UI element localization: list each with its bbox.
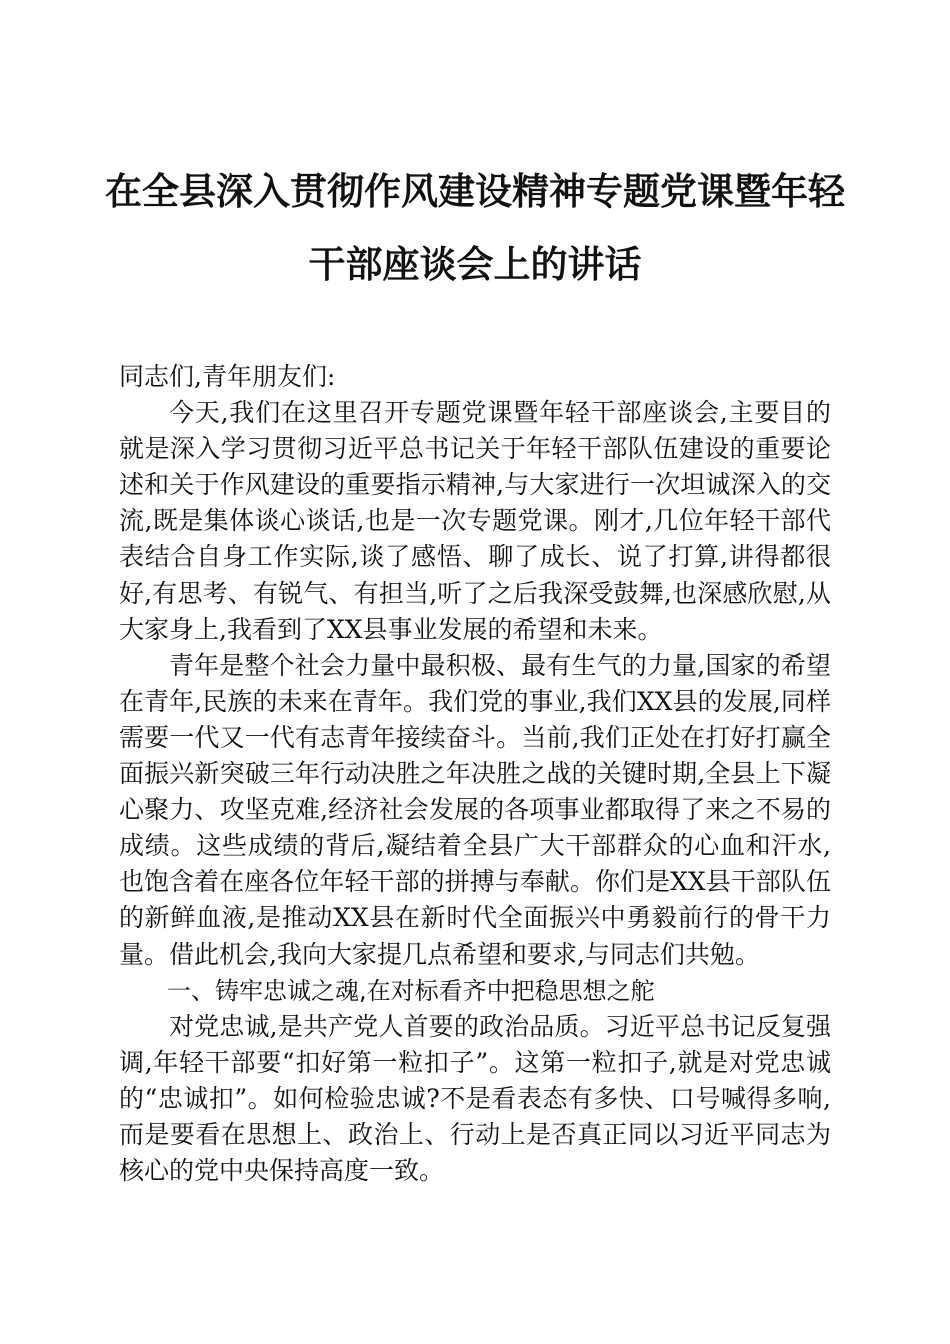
- salutation: 同志们,青年朋友们:: [119, 362, 336, 391]
- section-heading: 一、铸牢忠诚之魂,在对标看齐中把稳思想之舵: [167, 976, 655, 1005]
- body-paragraph: 今天,我们在这里召开专题党课暨年轻干部座谈会,主要目的就是深入学习贯彻习近平总书记关于年轻干部队伍建设的重要论述和关于作风建设的重要指示精神,与大家进行一次坦诚深入的交流,既是集体谈心谈话,也是一次专题党课。刚才,几位年轻干部代表结合自身工作实际,谈了感悟、聊了成长、说了打算,讲得都很好,有思考、有锐气、有担当,听了之后我深受鼓舞,也深感欣慰,从大家身上,我看到了XX县事业发展的希望和未来。: [119, 398, 831, 644]
- section-paragraph: 对党忠诚,是共产党人首要的政治品质。习近平总书记反复强调,年轻干部要“扣好第一粒扣子”。这第一粒扣子,就是对党忠诚的“忠诚扣”。如何检验忠诚?不是看表态有多快、口号喊得多响,而是要看在思想上、政治上、行动上是否真正同以习近平同志为核心的党中央保持高度一致。: [119, 1011, 831, 1186]
- document-body: [119, 359, 831, 1189]
- document-title-line-1: 在全县深入贯彻作风建设精神专题党课暨年轻: [105, 169, 845, 213]
- body-paragraph: 青年是整个社会力量中最积极、最有生气的力量,国家的希望在青年,民族的未来在青年。我们党的事业,我们XX县的发展,同样需要一代又一代有志青年接续奋斗。当前,我们正处在打好打赢全面振兴新突破三年行动决胜之年决胜之战的关键时期,全县上下凝心聚力、攻坚克难,经济社会发展的各项事业都取得了来之不易的成绩。这些成绩的背后,凝结着全县广大干部群众的心血和汗水,也饱含着在座各位年轻干部的拼搏与奉献。你们是XX县干部队伍的新鲜血液,是推动XX县在新时代全面振兴中勇毅前行的骨干力量。借此机会,我向大家提几点希望和要求,与同志们共勉。: [119, 650, 831, 969]
- document-title-line-2: 干部座谈会上的讲话: [308, 242, 642, 286]
